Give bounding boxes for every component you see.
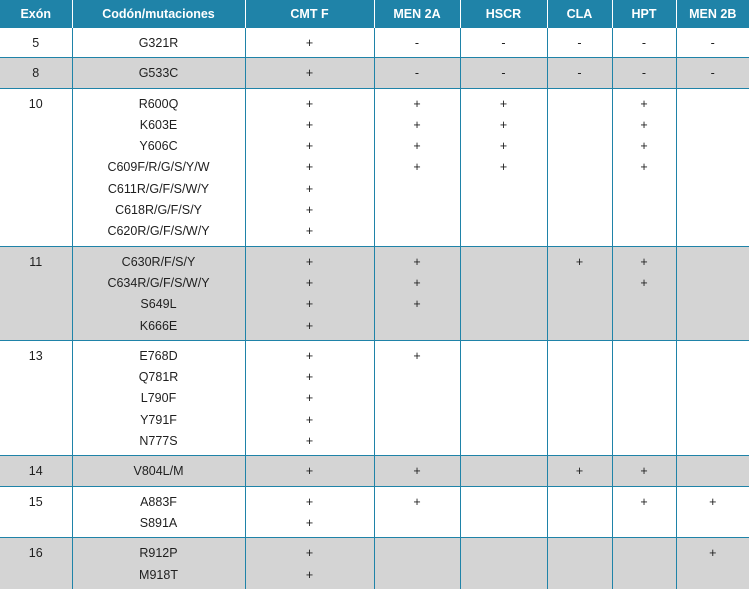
hscr-value [461, 294, 547, 315]
table-row [0, 58, 749, 88]
cla-value: - [548, 63, 612, 84]
hpt-value [613, 367, 676, 388]
mutation-label: C618R/G/F/S/Y [73, 200, 245, 221]
header-hpt: HPT [612, 0, 676, 28]
hpt-cell [612, 486, 676, 538]
men2b-value [677, 273, 749, 294]
mutation-label: L790F [73, 388, 245, 409]
hscr-value [461, 316, 547, 337]
hscr-value: - [461, 33, 547, 54]
cmtf-cell [245, 58, 374, 88]
exon-cell [0, 340, 72, 455]
men2a-value [375, 316, 460, 337]
men2a-value [375, 543, 460, 564]
men2b-cell [676, 246, 749, 340]
cla-value [548, 431, 612, 452]
mutation-cell [72, 456, 245, 486]
table-row [0, 456, 749, 486]
men2b-value [677, 115, 749, 136]
hpt-value: + [613, 492, 676, 513]
cla-cell [547, 486, 612, 538]
cmtf-value: + [246, 157, 374, 178]
cla-cell [547, 28, 612, 58]
men2b-cell [676, 58, 749, 88]
mutation-label: E768D [73, 346, 245, 367]
mutation-label: R912P [73, 543, 245, 564]
cmtf-cell [245, 246, 374, 340]
cmtf-value: + [246, 252, 374, 273]
cla-value: + [548, 461, 612, 482]
cla-value: - [548, 33, 612, 54]
cla-value [548, 543, 612, 564]
mutation-label: Y606C [73, 136, 245, 157]
cmtf-cell [245, 28, 374, 58]
men2b-value [677, 200, 749, 221]
hpt-value [613, 543, 676, 564]
exon-number: 14 [0, 461, 72, 482]
table-row [0, 246, 749, 340]
hscr-cell [460, 88, 547, 246]
men2b-value [677, 294, 749, 315]
exon-number: 13 [0, 346, 72, 367]
exon-number: 15 [0, 492, 72, 513]
men2b-value [677, 513, 749, 534]
cla-cell [547, 340, 612, 455]
hpt-value: + [613, 461, 676, 482]
exon-cell [0, 246, 72, 340]
mutation-label: C609F/R/G/S/Y/W [73, 157, 245, 178]
hscr-value [461, 513, 547, 534]
hpt-value [613, 316, 676, 337]
men2b-value [677, 431, 749, 452]
cla-value [548, 492, 612, 513]
men2a-value [375, 179, 460, 200]
cmtf-value: + [246, 221, 374, 242]
mutation-cell [72, 340, 245, 455]
mutation-label: G321R [73, 33, 245, 54]
header-men2a: MEN 2A [374, 0, 460, 28]
men2a-cell [374, 538, 460, 589]
men2a-value: - [375, 33, 460, 54]
header-row [0, 0, 749, 28]
men2a-value: + [375, 492, 460, 513]
header-cla: CLA [547, 0, 612, 28]
cla-value [548, 388, 612, 409]
exon-cell [0, 88, 72, 246]
men2b-value [677, 461, 749, 482]
hscr-value [461, 431, 547, 452]
table-row [0, 28, 749, 58]
mutation-cell [72, 58, 245, 88]
men2b-value [677, 410, 749, 431]
mutation-label: G533C [73, 63, 245, 84]
cmtf-value: + [246, 513, 374, 534]
hscr-value [461, 543, 547, 564]
header-exon: Exón [0, 0, 72, 28]
men2b-value [677, 316, 749, 337]
hscr-value [461, 179, 547, 200]
hpt-cell [612, 88, 676, 246]
men2a-value: + [375, 115, 460, 136]
cmtf-cell [245, 456, 374, 486]
mutation-label: A883F [73, 492, 245, 513]
hpt-value: + [613, 252, 676, 273]
men2a-value [375, 200, 460, 221]
men2a-value: + [375, 94, 460, 115]
cmtf-value: + [246, 63, 374, 84]
mutation-label: Y791F [73, 410, 245, 431]
hscr-cell [460, 58, 547, 88]
hpt-value [613, 200, 676, 221]
cla-value [548, 367, 612, 388]
men2a-value [375, 367, 460, 388]
mutation-label: N777S [73, 431, 245, 452]
exon-cell [0, 486, 72, 538]
men2a-value [375, 410, 460, 431]
men2b-value [677, 136, 749, 157]
men2a-value: + [375, 157, 460, 178]
hpt-value: + [613, 115, 676, 136]
cla-value: + [548, 252, 612, 273]
header-codon: Codón/mutaciones [72, 0, 245, 28]
men2a-value: + [375, 346, 460, 367]
cmtf-value: + [246, 94, 374, 115]
cmtf-value: + [246, 273, 374, 294]
exon-number: 5 [0, 33, 72, 54]
mutation-label: V804L/M [73, 461, 245, 482]
men2a-cell [374, 340, 460, 455]
men2b-value [677, 221, 749, 242]
cla-value [548, 94, 612, 115]
table-header [0, 0, 749, 28]
mutation-label: Q781R [73, 367, 245, 388]
exon-cell [0, 538, 72, 589]
table-body [0, 28, 749, 589]
men2a-cell [374, 456, 460, 486]
hpt-cell [612, 538, 676, 589]
men2a-value: - [375, 63, 460, 84]
hpt-value [613, 513, 676, 534]
men2a-value [375, 221, 460, 242]
men2b-value [677, 367, 749, 388]
hscr-value [461, 346, 547, 367]
hpt-value: + [613, 157, 676, 178]
cla-value [548, 115, 612, 136]
hscr-value [461, 492, 547, 513]
hpt-value [613, 221, 676, 242]
mutation-cell [72, 246, 245, 340]
cmtf-cell [245, 486, 374, 538]
men2a-cell [374, 58, 460, 88]
hscr-value [461, 200, 547, 221]
men2a-cell [374, 88, 460, 246]
cmtf-value: + [246, 492, 374, 513]
mutation-label: M918T [73, 565, 245, 586]
cmtf-cell [245, 340, 374, 455]
men2a-cell [374, 246, 460, 340]
men2b-value: - [677, 63, 749, 84]
table-row [0, 538, 749, 589]
cla-value [548, 316, 612, 337]
cmtf-cell [245, 88, 374, 246]
cmtf-value: + [246, 33, 374, 54]
men2b-value [677, 346, 749, 367]
hscr-value [461, 273, 547, 294]
men2a-value: + [375, 461, 460, 482]
men2b-value [677, 252, 749, 273]
hscr-value: - [461, 63, 547, 84]
cla-value [548, 200, 612, 221]
hscr-cell [460, 456, 547, 486]
hscr-value [461, 221, 547, 242]
table-row [0, 88, 749, 246]
men2a-value [375, 513, 460, 534]
men2a-value: + [375, 294, 460, 315]
hpt-value [613, 294, 676, 315]
hpt-value: - [613, 63, 676, 84]
cmtf-value: + [246, 294, 374, 315]
cla-value [548, 346, 612, 367]
men2b-cell [676, 340, 749, 455]
men2a-value: + [375, 136, 460, 157]
men2a-value: + [375, 252, 460, 273]
hscr-value [461, 367, 547, 388]
hpt-cell [612, 58, 676, 88]
mutation-label: K603E [73, 115, 245, 136]
men2b-cell [676, 486, 749, 538]
exon-cell [0, 28, 72, 58]
men2a-value: + [375, 273, 460, 294]
cmtf-value: + [246, 316, 374, 337]
men2b-cell [676, 456, 749, 486]
cla-value [548, 179, 612, 200]
cla-value [548, 157, 612, 178]
hscr-cell [460, 246, 547, 340]
men2b-value [677, 94, 749, 115]
mutation-label: C620R/G/F/S/W/Y [73, 221, 245, 242]
cmtf-value: + [246, 431, 374, 452]
hscr-cell [460, 340, 547, 455]
men2b-value: + [677, 543, 749, 564]
header-men2b: MEN 2B [676, 0, 749, 28]
cla-cell [547, 246, 612, 340]
cmtf-value: + [246, 388, 374, 409]
cmtf-value: + [246, 410, 374, 431]
cla-value [548, 136, 612, 157]
mutation-label: R600Q [73, 94, 245, 115]
exon-cell [0, 456, 72, 486]
hpt-value: - [613, 33, 676, 54]
men2b-cell [676, 28, 749, 58]
hpt-cell [612, 246, 676, 340]
cmtf-cell [245, 538, 374, 589]
exon-number: 8 [0, 63, 72, 84]
hpt-value [613, 388, 676, 409]
mutation-cell [72, 88, 245, 246]
men2b-cell [676, 88, 749, 246]
cmtf-value: + [246, 136, 374, 157]
men2b-cell [676, 538, 749, 589]
cmtf-value: + [246, 543, 374, 564]
hscr-value [461, 388, 547, 409]
mutation-label: K666E [73, 316, 245, 337]
hpt-cell [612, 340, 676, 455]
table-row [0, 340, 749, 455]
hpt-value [613, 410, 676, 431]
mutation-cell [72, 538, 245, 589]
men2b-value [677, 388, 749, 409]
cla-cell [547, 456, 612, 486]
cla-value [548, 273, 612, 294]
cla-cell [547, 538, 612, 589]
exon-number: 16 [0, 543, 72, 564]
men2a-cell [374, 28, 460, 58]
table-row [0, 486, 749, 538]
hpt-cell [612, 456, 676, 486]
mutation-label: C611R/G/F/S/W/Y [73, 179, 245, 200]
exon-number: 10 [0, 94, 72, 115]
exon-number: 11 [0, 252, 72, 273]
cmtf-value: + [246, 461, 374, 482]
men2b-value: - [677, 33, 749, 54]
cmtf-value: + [246, 179, 374, 200]
hscr-cell [460, 486, 547, 538]
mutation-label: S891A [73, 513, 245, 534]
cmtf-value: + [246, 565, 374, 586]
hpt-value [613, 431, 676, 452]
hpt-value: + [613, 273, 676, 294]
header-hscr: HSCR [460, 0, 547, 28]
hpt-cell [612, 28, 676, 58]
men2a-value [375, 388, 460, 409]
hpt-value: + [613, 136, 676, 157]
header-cmtf: CMT F [245, 0, 374, 28]
hpt-value [613, 346, 676, 367]
cla-cell [547, 88, 612, 246]
cmtf-value: + [246, 200, 374, 221]
cla-value [548, 513, 612, 534]
cla-value [548, 294, 612, 315]
men2a-cell [374, 486, 460, 538]
cmtf-value: + [246, 346, 374, 367]
mutation-label: C630R/F/S/Y [73, 252, 245, 273]
exon-cell [0, 58, 72, 88]
hscr-value: + [461, 136, 547, 157]
cmtf-value: + [246, 115, 374, 136]
cla-value [548, 221, 612, 242]
cla-value [548, 410, 612, 431]
mutation-label: C634R/G/F/S/W/Y [73, 273, 245, 294]
cmtf-value: + [246, 367, 374, 388]
hscr-value [461, 252, 547, 273]
hscr-value [461, 410, 547, 431]
men2b-value: + [677, 492, 749, 513]
hpt-value: + [613, 94, 676, 115]
cla-cell [547, 58, 612, 88]
mutation-cell [72, 28, 245, 58]
mutation-cell [72, 486, 245, 538]
men2b-value [677, 157, 749, 178]
hscr-cell [460, 538, 547, 589]
hscr-value: + [461, 94, 547, 115]
hscr-value: + [461, 157, 547, 178]
hscr-cell [460, 28, 547, 58]
hpt-value [613, 179, 676, 200]
men2a-value [375, 431, 460, 452]
hscr-value [461, 461, 547, 482]
mutation-label: S649L [73, 294, 245, 315]
men2b-value [677, 179, 749, 200]
hscr-value: + [461, 115, 547, 136]
